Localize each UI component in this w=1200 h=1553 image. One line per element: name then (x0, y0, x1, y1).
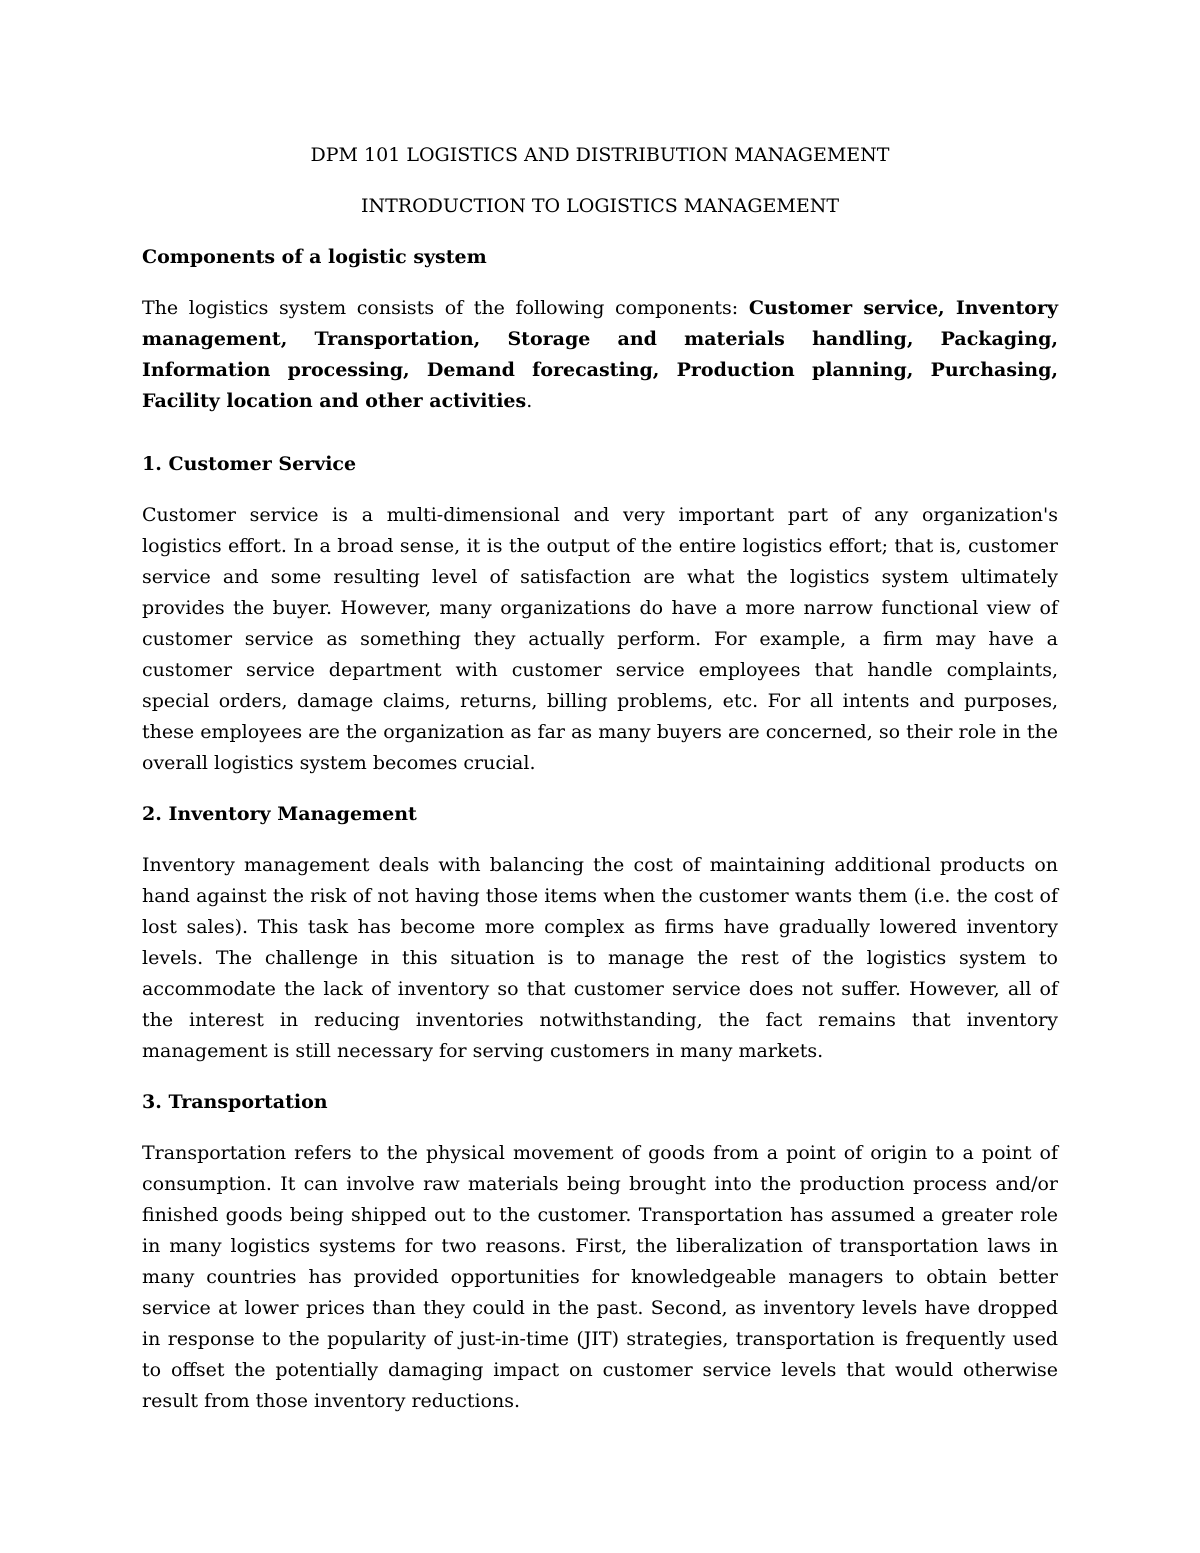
document-content (142, 140, 1058, 1437)
intro-paragraph (142, 293, 1058, 417)
components-heading: Components of a logistic system (142, 246, 487, 268)
section-body-customer-service: Customer service is a multi-dimensional and very important part of any organization's logistics effort. In a broad sense, it is the output of the entire logistics effort; that is, customer service and some resulting level of satisfaction are what the logistics system ultimately provides the buyer. However, many organizations do have a more narrow functional view of customer service as something they actually perform. For example, a firm may have a customer service department with customer service employees that handle complaints, special orders, damage claims, returns, billing problems, etc. For all intents and purposes, these employees are the organization as far as many buyers are concerned, so their role in the overall logistics system becomes crucial. (142, 504, 1058, 774)
intro-lead-text: The logistics system consists of the following components: (142, 297, 749, 319)
document-subtitle: INTRODUCTION TO LOGISTICS MANAGEMENT (360, 195, 840, 217)
section-heading-inventory-management: 2. Inventory Management (142, 803, 417, 825)
intro-end-text: . (526, 390, 533, 412)
intro-components-list: Customer service, Inventory management, Transportation, Storage and materials handling, Packaging, Information processing, Demand forecasting, Production planning, Purchasing, Facility location and other activities (142, 297, 1058, 412)
section-heading-customer-service: 1. Customer Service (142, 453, 357, 475)
section-body-transportation: Transportation refers to the physical movement of goods from a point of origin to a point of consumption. It can involve raw materials being brought into the production process and/or finished goods being shipped out to the customer. Transportation has assumed a greater role in many logistics systems for two reasons. First, the liberalization of transportation laws in many countries has provided opportunities for knowledgeable managers to obtain better service at lower prices than they could in the past. Second, as inventory levels have dropped in response to the popularity of just-in-time (JIT) strategies, transportation is frequently used to offset the potentially damaging impact on customer service levels that would otherwise result from those inventory reductions. (142, 1142, 1058, 1412)
document-title: DPM 101 LOGISTICS AND DISTRIBUTION MANAGEMENT (310, 144, 890, 166)
section-heading-transportation: 3. Transportation (142, 1091, 328, 1113)
section-body-inventory-management: Inventory management deals with balancing the cost of maintaining additional products on hand against the risk of not having those items when the customer wants them (i.e. the cost of lost sales). This task has become more complex as firms have gradually lowered inventory levels. The challenge in this situation is to manage the rest of the logistics system to accommodate the lack of inventory so that customer service does not suffer. However, all of the interest in reducing inventories notwithstanding, the fact remains that inventory management is still necessary for serving customers in many markets. (142, 854, 1058, 1062)
